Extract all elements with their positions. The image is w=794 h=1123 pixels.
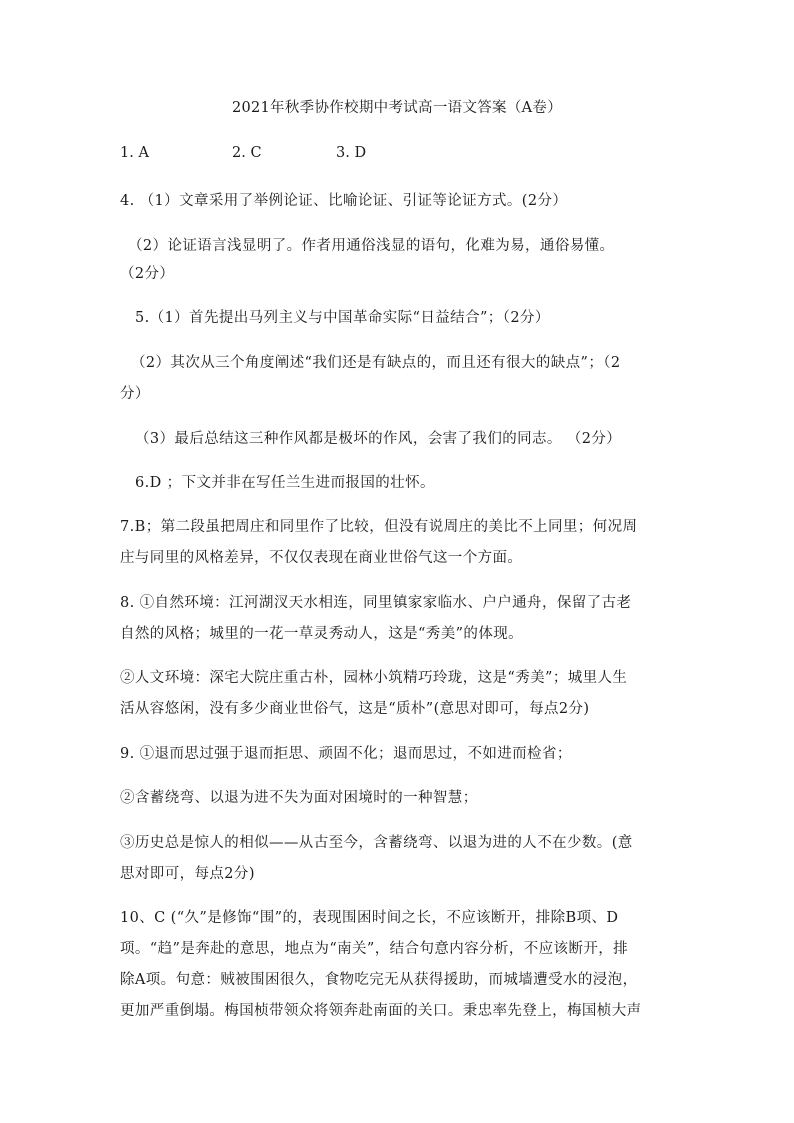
answer-5-part-3: （3）最后总结这三种作风都是极坏的作风，会害了我们的同志。 （2分）: [135, 431, 622, 447]
answer-1: 1. A: [120, 145, 149, 161]
answer-8-line-4: 活从容悠闲，没有多少商业世俗气，这是“质朴”(意思对即可，每点2分): [120, 701, 590, 717]
answer-10-line-4: 更加严重倒塌。梅国桢带领众将领奔赴南面的关口。秉忠率先登上，梅国桢大声: [120, 1003, 642, 1019]
answer-2: 2. C: [232, 145, 262, 161]
answer-5-part-2-score: 分）: [120, 386, 150, 402]
answer-10-line-1: 10、C (“久”是修饰“围”的，表现围困时间之长，不应该断开，排除B项、D: [120, 910, 619, 926]
answer-9-line-2: ②含蓄绕弯、以退为进不失为面对困境时的一种智慧；: [120, 790, 478, 806]
answer-9-line-1: 9. ①退而思过强于退而拒思、顽固不化；退而思过，不如进而检省；: [120, 746, 572, 762]
answer-6: 6.D ；下文并非在写任兰生进而报国的壮怀。: [135, 475, 435, 491]
answer-5-part-1: 5.（1）首先提出马列主义与中国革命实际“日益结合”；（2分）: [135, 310, 550, 326]
answer-10-line-2: 项。“趋”是奔赴的意思，地点为“南关”，结合句意内容分析，不应该断开，排: [120, 941, 629, 957]
answer-10-line-3: 除A项。句意：贼被围困很久，食物吃完无从获得援助，而城墙遭受水的浸泡，: [120, 972, 638, 988]
answer-4-part-2-score: （2分）: [120, 266, 175, 282]
answer-4-part-1: 4. （1）文章采用了举例论证、比喻论证、引证等论证方式。(2分）: [120, 193, 568, 209]
answer-3: 3. D: [336, 145, 367, 161]
page-title: 2021年秋季协作校期中考试高一语文答案（A卷）: [231, 100, 563, 116]
answer-7-line-1: 7.B；第二段虽把周庄和同里作了比较，但没有说周庄的美比不上同里；何况周: [120, 519, 638, 535]
answer-4-part-2: （2）论证语言浅显明了。作者用通俗浅显的语句，化难为易，通俗易懂。: [128, 238, 615, 254]
answer-8-line-2: 自然的风格；城里的一花一草灵秀动人，这是“秀美”的体现。: [120, 626, 524, 642]
answer-9-line-3: ③历史总是惊人的相似——从古至今，含蓄绕弯、以退为进的人不在少数。(意: [120, 835, 633, 851]
answer-9-line-4: 思对即可，每点2分): [120, 866, 255, 882]
answer-7-line-2: 庄与同里的风格差异，不仅仅表现在商业世俗气这一个方面。: [120, 550, 523, 566]
answer-8-line-3: ②人文环境：深宅大院庄重古朴，园林小筑精巧玲珑，这是“秀美”；城里人生: [120, 670, 628, 686]
answer-8-line-1: 8. ①自然环境：江河湖汊天水相连，同里镇家家临水、户户通舟，保留了古老: [120, 595, 632, 611]
answer-5-part-2: （2）其次从三个角度阐述“我们还是有缺点的，而且还有很大的缺点”；（2: [131, 355, 621, 371]
